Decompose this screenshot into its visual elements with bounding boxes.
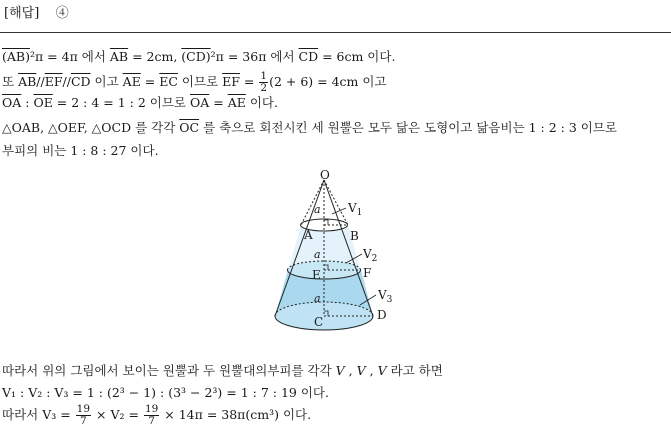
answer-header	[4, 2, 69, 21]
label-a: A	[304, 228, 313, 242]
solution-line-5: 부피의 비는 1 : 8 : 27 이다.	[2, 143, 159, 158]
segment-cd: (CD)	[181, 49, 211, 64]
parallel-sign: //	[62, 74, 71, 89]
text-run: 이다.	[245, 95, 278, 110]
segment-ae: $\overline{AE}$	[122, 74, 141, 89]
label-a-length: a	[314, 203, 321, 216]
answer-label: [해답]	[4, 6, 40, 21]
text-run: =	[140, 74, 160, 89]
solution-line-6	[2, 363, 443, 379]
header-divider	[0, 32, 671, 33]
label-b: B	[350, 229, 359, 243]
text-run: =	[209, 95, 228, 110]
segment-ef: $\overline{EF}$	[222, 74, 240, 89]
segment-ab: (AB)	[2, 49, 30, 64]
text-run: 를 축으로 회전시킨 세 원뿔은 모두 닮은 도형이고 닮음비는 1 : 2 : 3 이므로	[199, 120, 618, 135]
text-run: ²π = 4π 에서	[29, 49, 110, 64]
text-run: 라고 하면	[386, 363, 443, 378]
segment-ae: $\overline{AE}$	[227, 95, 246, 110]
fraction-denominator: 7	[80, 415, 87, 427]
parallel-sign: //	[36, 74, 45, 89]
text-run: 이고	[90, 74, 123, 89]
segment-cd: $\overline{CD}$	[70, 74, 91, 89]
text-run: × V₂ =	[92, 407, 143, 422]
label-a-length: a	[314, 292, 321, 305]
text-run: 또	[2, 74, 19, 89]
text-run: =	[239, 74, 259, 89]
small-cone-right	[324, 180, 348, 225]
segment-ef: $\overline{EF}$	[44, 74, 63, 89]
text-run: △OAB, △OEF, △OCD 를 각각	[2, 120, 180, 135]
label-v3: $V_3$	[378, 288, 393, 305]
volume-symbol: V	[335, 363, 345, 378]
solution-line-1	[2, 49, 395, 65]
answer-number: ④	[55, 6, 69, 21]
text-run: × 14π = 38π(cm³) 이다.	[160, 407, 312, 422]
label-a-length: a	[314, 248, 321, 261]
text-run: = 6cm 이다.	[318, 49, 396, 64]
text-run: 따라서 위의 그림에서 보이는 원뿔과 두 원뿔대의부피를 각각	[2, 363, 336, 378]
label-v2: $V_2$	[363, 247, 378, 264]
solution-line-4	[2, 120, 617, 136]
text-run: = 2 : 4 = 1 : 2 이므로	[52, 95, 190, 110]
volume-symbol: V	[377, 363, 387, 378]
segment-ab: $\overline{AB}$	[18, 74, 37, 89]
volume-symbol: V	[356, 363, 366, 378]
text-run: 따라서 V₃ =	[2, 407, 75, 422]
text-run: ,	[344, 363, 357, 378]
fraction-19-7	[76, 404, 91, 427]
segment-oc: $\overline{OC}$	[179, 120, 200, 135]
solution-line-2	[2, 71, 387, 94]
fraction-numerator: 1	[260, 70, 268, 82]
segment-cd: $\overline{CD}$	[298, 49, 319, 64]
text-run: = 2cm,	[128, 49, 182, 64]
segment-oa: $\overline{OA}$	[189, 95, 210, 110]
segment-ab: $\overline{AB}$	[109, 49, 129, 64]
solution-line-3	[2, 95, 278, 111]
label-v1: $V_1$	[348, 201, 363, 218]
fraction-numerator: 19	[76, 403, 91, 415]
segment-oa: $\overline{OA}$	[2, 95, 22, 110]
fraction-denominator: 7	[148, 415, 155, 427]
cone-figure	[262, 168, 402, 348]
fraction-numerator: 19	[144, 403, 159, 415]
segment-oe: $\overline{OE}$	[33, 95, 53, 110]
right-angle-mark	[324, 220, 328, 225]
fraction-half	[259, 71, 268, 94]
solution-line-7: V₁ : V₂ : V₃ = 1 : (2³ − 1) : (3³ − 2³) = 1 : 7 : 19 이다.	[2, 385, 329, 400]
label-f: F	[363, 266, 372, 280]
label-d: D	[377, 308, 387, 322]
text-run: ,	[365, 363, 378, 378]
fraction-denominator: 2	[260, 82, 268, 94]
text-run: :	[21, 95, 34, 110]
text-run: 이므로	[177, 74, 223, 89]
solution-line-8	[2, 404, 311, 427]
fraction-19-7	[144, 404, 159, 427]
label-e: E	[312, 268, 321, 282]
segment-ec: $\overline{EC}$	[159, 74, 178, 89]
text-run: (2 + 6) = 4cm 이고	[269, 74, 387, 89]
label-o: O	[320, 168, 330, 182]
text-run: ²π = 36π 에서	[210, 49, 299, 64]
label-c: C	[314, 315, 324, 329]
